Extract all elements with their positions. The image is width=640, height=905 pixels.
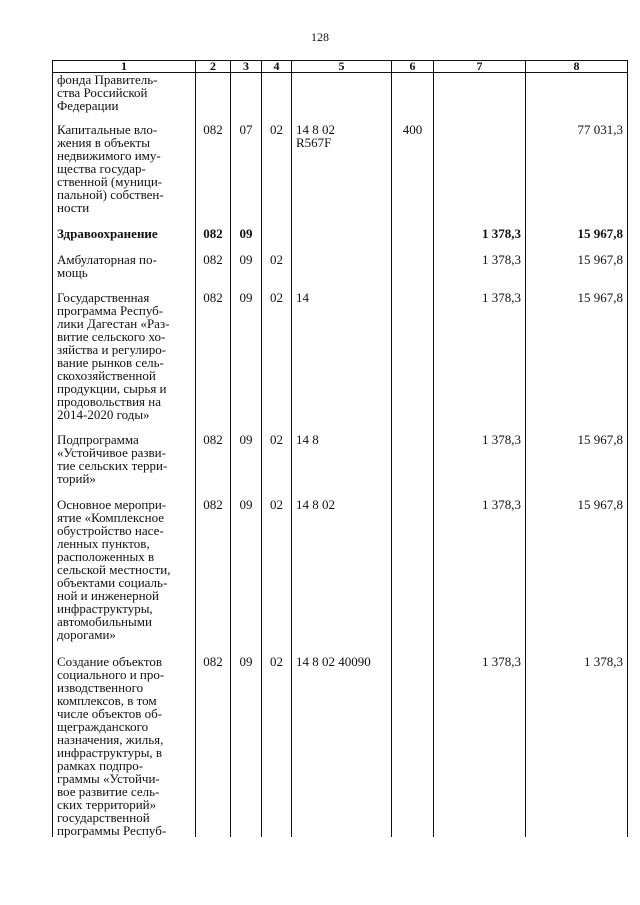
subsection-code-cell: 02	[262, 655, 292, 837]
row-name-cell	[53, 498, 196, 655]
row-name-line: граммы «Устойчи-	[57, 770, 160, 786]
row-name-line: продовольствия на	[57, 393, 161, 409]
section-code-cell: 09	[231, 227, 262, 253]
amount-col8-cell	[526, 73, 628, 123]
admin-code-cell: 082	[196, 253, 231, 291]
subsection-code-cell: 02	[262, 291, 292, 433]
row-name-line: Создание объектов	[57, 653, 162, 669]
table-body	[53, 73, 628, 837]
expense-type-cell	[392, 73, 434, 123]
row-name-line: государственной	[57, 809, 150, 825]
expense-type-cell	[392, 655, 434, 837]
row-name-line: торий»	[57, 470, 96, 486]
header-cell: 5	[292, 61, 392, 73]
row-name-line: недвижимого иму-	[57, 147, 161, 163]
row-name-cell	[53, 291, 196, 433]
row-name-line: ских территорий»	[57, 796, 157, 812]
table-row	[53, 655, 628, 837]
row-name-line: автомобильными	[57, 613, 152, 629]
expense-type-cell	[392, 291, 434, 433]
target-code-line: 14 8	[296, 431, 319, 447]
admin-code-cell: 082	[196, 123, 231, 227]
header-cell: 2	[196, 61, 231, 73]
table-row	[53, 433, 628, 498]
amount-col7-cell	[434, 123, 526, 227]
row-name-line: комплексов, в том	[57, 692, 157, 708]
row-name-line: ности	[57, 199, 90, 215]
row-name-line: программа Респуб-	[57, 302, 164, 318]
expense-type-cell	[392, 498, 434, 655]
row-name-cell	[53, 73, 196, 123]
subsection-code-cell: 02	[262, 433, 292, 498]
row-name-line: социального и про-	[57, 666, 165, 682]
admin-code-cell: 082	[196, 227, 231, 253]
row-name-line: мощь	[57, 264, 88, 280]
row-name-line: программы Респуб-	[57, 822, 167, 838]
row-name-line: продукции, сырья и	[57, 380, 167, 396]
row-name-line: Подпрограмма	[57, 431, 139, 447]
row-name-line: объектами социаль-	[57, 574, 168, 590]
row-name-cell	[53, 123, 196, 227]
amount-col7-cell: 1 378,3	[434, 227, 526, 253]
row-name-cell	[53, 227, 196, 253]
row-name-line: обустройство насе-	[57, 522, 164, 538]
row-name-line: Капитальные вло-	[57, 121, 158, 137]
row-name-line: зяйства и регулиро-	[57, 341, 167, 357]
table-row	[53, 498, 628, 655]
target-code-cell	[292, 123, 392, 227]
target-code-cell	[292, 227, 392, 253]
row-name-cell	[53, 655, 196, 837]
expense-type-cell: 400	[392, 123, 434, 227]
section-code-cell: 09	[231, 291, 262, 433]
row-name-line: щества государ-	[57, 160, 146, 176]
row-name-line: щегражданского	[57, 718, 149, 734]
row-name-line: ственной (муници-	[57, 173, 163, 189]
section-code-cell: 09	[231, 655, 262, 837]
admin-code-cell: 082	[196, 498, 231, 655]
amount-col8-cell: 15 967,8	[526, 253, 628, 291]
target-code-cell	[292, 655, 392, 837]
row-name-line: Амбулаторная по-	[57, 251, 157, 267]
amount-col7-cell	[434, 73, 526, 123]
expense-type-cell	[392, 253, 434, 291]
row-name-line: Здравоохранение	[57, 225, 158, 241]
amount-col8-cell: 1 378,3	[526, 655, 628, 837]
header-cell: 4	[262, 61, 292, 73]
target-code-line: 14	[296, 289, 309, 305]
amount-col8-cell: 15 967,8	[526, 498, 628, 655]
target-code-cell	[292, 498, 392, 655]
header-cell: 6	[392, 61, 434, 73]
section-code-cell: 09	[231, 433, 262, 498]
row-name-line: скохозяйственной	[57, 367, 156, 383]
header-cell: 1	[53, 61, 196, 73]
row-name-line: 2014-2020 годы»	[57, 406, 150, 422]
header-cell: 8	[526, 61, 628, 73]
row-name-line: инфраструктуры,	[57, 600, 153, 616]
row-name-line: ной и инженерной	[57, 587, 160, 603]
target-code-cell	[292, 73, 392, 123]
section-code-cell	[231, 73, 262, 123]
amount-col8-cell: 15 967,8	[526, 291, 628, 433]
section-code-cell: 07	[231, 123, 262, 227]
target-code-line: 14 8 02	[296, 121, 335, 137]
section-code-cell: 09	[231, 498, 262, 655]
target-code-cell	[292, 291, 392, 433]
row-name-cell	[53, 433, 196, 498]
amount-col7-cell: 1 378,3	[434, 498, 526, 655]
row-name-line: вое развитие сель-	[57, 783, 160, 799]
subsection-code-cell: 02	[262, 123, 292, 227]
admin-code-cell: 082	[196, 433, 231, 498]
target-code-cell	[292, 433, 392, 498]
row-name-line: расположенных в	[57, 548, 155, 564]
header-cell: 3	[231, 61, 262, 73]
page-number: 128	[311, 30, 329, 44]
target-code-line: 14 8 02 40090	[296, 653, 371, 669]
subsection-code-cell	[262, 227, 292, 253]
section-code-cell: 09	[231, 253, 262, 291]
row-name-line: ства Российской	[57, 85, 148, 100]
admin-code-cell: 082	[196, 655, 231, 837]
amount-col8-cell: 77 031,3	[526, 123, 628, 227]
row-name-line: назначения, жилья,	[57, 731, 164, 747]
amount-col7-cell: 1 378,3	[434, 291, 526, 433]
header-cell: 7	[434, 61, 526, 73]
row-name-line: пальной) собствен-	[57, 186, 164, 202]
row-name-line: жения в объекты	[57, 134, 150, 150]
row-name-line: тие сельских терри-	[57, 457, 168, 473]
row-name-line: вание рынков сель-	[57, 354, 164, 370]
row-name-cell	[53, 253, 196, 291]
target-code-line: R567F	[296, 134, 332, 150]
amount-col8-cell: 15 967,8	[526, 433, 628, 498]
table-row	[53, 253, 628, 291]
row-name-line: ятие «Комплексное	[57, 509, 165, 525]
row-name-line: витие сельского хо-	[57, 328, 166, 344]
expense-type-cell	[392, 227, 434, 253]
row-name-line: Основное меропри-	[57, 496, 167, 512]
row-name-line: сельской местности,	[57, 561, 171, 577]
row-name-line: ленных пунктов,	[57, 535, 150, 551]
amount-col7-cell: 1 378,3	[434, 433, 526, 498]
table-row	[53, 73, 628, 123]
target-code-line: 14 8 02	[296, 496, 335, 512]
amount-col7-cell: 1 378,3	[434, 253, 526, 291]
row-name-line: «Устойчивое разви-	[57, 444, 166, 460]
subsection-code-cell: 02	[262, 253, 292, 291]
header-row	[53, 61, 628, 73]
row-name-line: инфраструктуры, в	[57, 744, 163, 760]
row-name-line: изводственного	[57, 679, 144, 695]
table-row	[53, 123, 628, 227]
amount-col7-cell: 1 378,3	[434, 655, 526, 837]
table-row	[53, 227, 628, 253]
subsection-code-cell	[262, 73, 292, 123]
row-name-line: числе объектов об-	[57, 705, 163, 721]
expense-type-cell	[392, 433, 434, 498]
row-name-line: Государственная	[57, 289, 150, 305]
table-row	[53, 291, 628, 433]
row-name-line: фонда Правитель-	[57, 72, 158, 87]
admin-code-cell	[196, 73, 231, 123]
row-name-line: Федерации	[57, 98, 119, 113]
row-name-line: рамках подпро-	[57, 757, 144, 773]
row-name-line: лики Дагестан «Раз-	[57, 315, 170, 331]
budget-table	[52, 60, 628, 837]
target-code-cell	[292, 253, 392, 291]
amount-col8-cell: 15 967,8	[526, 227, 628, 253]
admin-code-cell: 082	[196, 291, 231, 433]
row-name-line: дорогами»	[57, 626, 116, 642]
subsection-code-cell: 02	[262, 498, 292, 655]
